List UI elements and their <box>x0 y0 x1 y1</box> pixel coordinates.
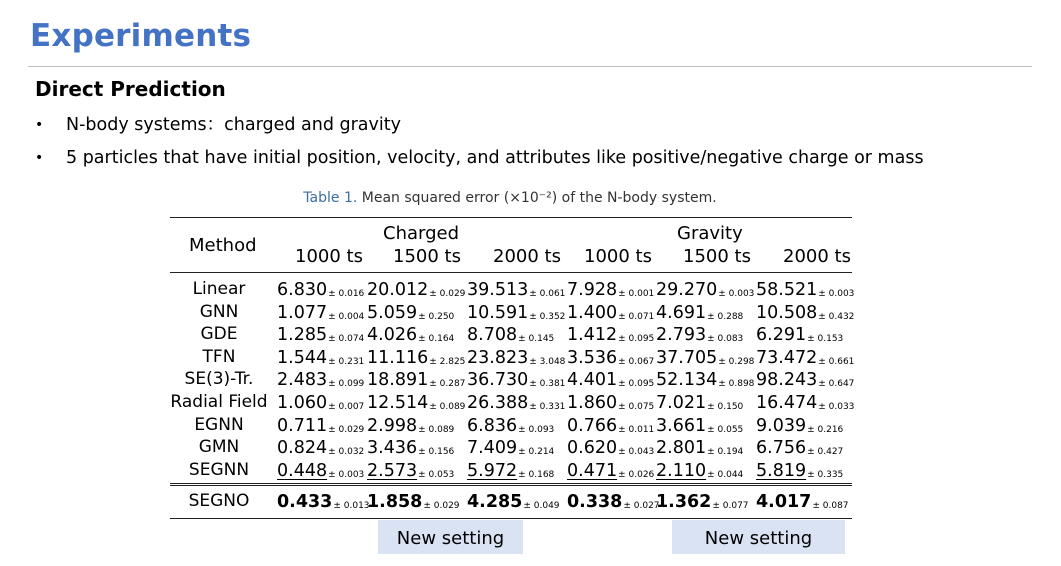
cell-std: ± 0.016 <box>328 289 365 299</box>
cell-mean: 2.801 <box>656 438 707 459</box>
cell-mean: 4.691 <box>656 302 707 323</box>
cell-std: ± 0.029 <box>328 424 365 435</box>
method-name: GDE <box>200 324 238 345</box>
table-cell <box>467 460 554 485</box>
table-cell <box>656 347 754 372</box>
table-cell <box>756 491 849 516</box>
cell-std: ± 0.250 <box>418 311 455 322</box>
cell-std: ± 0.007 <box>328 402 365 412</box>
table-cell <box>567 324 654 349</box>
table-row-best <box>170 491 852 513</box>
table-cell <box>656 392 743 417</box>
cell-std: ± 0.661 <box>818 356 855 367</box>
cell-mean: 11.116 <box>367 347 429 368</box>
cell-mean: 5.972 <box>467 460 518 481</box>
cell-std: ± 0.083 <box>707 334 744 345</box>
table-cell <box>467 392 565 417</box>
cell-mean: 39.513 <box>467 280 529 300</box>
cell-std: ± 0.194 <box>707 447 744 458</box>
cell-mean: 3.436 <box>367 438 418 459</box>
cell-mean: 5.059 <box>367 302 418 323</box>
new-setting-label: New setting <box>378 520 523 554</box>
cell-std: ± 0.074 <box>328 334 365 345</box>
table-cell <box>756 415 843 440</box>
cell-mean: 0.766 <box>567 415 618 436</box>
table-cell <box>756 460 843 485</box>
table-cell <box>367 437 454 462</box>
table-cell <box>756 392 854 417</box>
table-cell <box>567 415 654 440</box>
cell-mean: 2.110 <box>656 460 707 481</box>
cell-mean: 4.017 <box>756 492 812 512</box>
cell-mean: 5.819 <box>756 460 807 481</box>
table-cell <box>467 302 565 327</box>
cell-mean: 4.401 <box>567 370 618 391</box>
new-setting-label: New setting <box>672 520 845 554</box>
method-name: TFN <box>202 346 236 367</box>
cell-std: ± 0.099 <box>328 379 365 390</box>
table-row <box>170 369 855 391</box>
bullet-dot: • <box>35 150 44 166</box>
title-divider <box>28 66 1032 67</box>
table-cell <box>367 392 465 417</box>
table-cell <box>367 347 465 372</box>
cell-std: ± 0.071 <box>618 311 655 322</box>
table-cell <box>656 460 743 485</box>
table-cell <box>567 279 654 304</box>
table-cell <box>567 347 654 372</box>
cell-std: ± 0.156 <box>418 447 455 458</box>
cell-std: ± 0.352 <box>529 311 566 322</box>
cell-std: ± 0.075 <box>618 402 655 412</box>
cell-mean: 4.026 <box>367 325 418 346</box>
cell-mean: 3.661 <box>656 415 707 436</box>
cell-std: ± 0.089 <box>418 424 455 435</box>
table-cell <box>367 491 460 516</box>
table-cell <box>277 491 370 516</box>
cell-mean: 1.400 <box>567 302 618 323</box>
cell-std: ± 0.095 <box>618 334 655 345</box>
cell-std: ± 0.011 <box>618 424 655 435</box>
table-cell <box>656 302 743 327</box>
cell-mean: 2.483 <box>277 370 328 391</box>
cell-std: ± 0.003 <box>328 469 365 480</box>
cell-mean: 10.508 <box>756 302 818 323</box>
cell-mean: 0.471 <box>567 460 618 481</box>
method-name: Linear <box>192 279 246 299</box>
table-cell <box>756 324 843 349</box>
table-caption-text: Mean squared error (×10⁻²) of the N-body system. <box>361 190 717 206</box>
cell-std: ± 0.044 <box>707 469 744 480</box>
cell-mean: 20.012 <box>367 280 429 300</box>
table-cell <box>467 491 560 516</box>
cell-std: ± 0.043 <box>618 447 655 458</box>
cell-std: ± 0.033 <box>818 402 855 412</box>
cell-std: ± 0.214 <box>518 447 555 458</box>
table-cell <box>367 415 454 440</box>
cell-mean: 29.270 <box>656 280 718 300</box>
table-cell <box>467 415 554 440</box>
cell-mean: 1.077 <box>277 302 328 323</box>
table-cell <box>756 279 854 304</box>
cell-std: ± 0.231 <box>328 356 365 367</box>
cell-mean: 37.705 <box>656 347 718 368</box>
table-cell <box>367 324 454 349</box>
cell-std: ± 0.287 <box>429 379 466 390</box>
table-cell <box>656 279 754 304</box>
table-mid-rule <box>170 485 852 486</box>
slide-subtitle: Direct Prediction <box>35 77 226 101</box>
table-cell <box>277 369 364 394</box>
table-row <box>170 346 855 369</box>
cell-std: ± 2.825 <box>429 356 466 367</box>
cell-mean: 26.388 <box>467 393 529 413</box>
table-cell <box>277 302 364 327</box>
cell-std: ± 0.150 <box>707 402 744 412</box>
slide-title: Experiments <box>30 18 252 54</box>
cell-std: ± 0.029 <box>423 501 460 511</box>
cell-mean: 4.285 <box>467 492 523 512</box>
cell-mean: 73.472 <box>756 347 818 368</box>
cell-mean: 2.573 <box>367 460 418 481</box>
table-mid-rule <box>170 483 852 484</box>
cell-std: ± 0.095 <box>618 379 655 390</box>
cell-std: ± 0.087 <box>812 501 849 511</box>
cell-std: ± 0.898 <box>718 379 755 390</box>
group-header-charged: Charged <box>383 223 460 244</box>
table-cell <box>467 347 565 372</box>
bullet-dot: • <box>35 117 44 133</box>
table-top-rule <box>170 217 852 218</box>
cell-mean: 2.998 <box>367 415 418 436</box>
table-cell <box>756 369 854 394</box>
method-name: Radial Field <box>170 392 268 412</box>
table-cell <box>656 491 749 516</box>
cell-std: ± 0.049 <box>523 501 560 511</box>
cell-mean: 3.536 <box>567 347 618 368</box>
cell-mean: 0.338 <box>567 492 623 512</box>
table-cell <box>656 324 743 349</box>
cell-mean: 6.830 <box>277 280 328 300</box>
table-caption <box>0 190 1020 206</box>
cell-mean: 1.544 <box>277 347 328 368</box>
table-cell <box>756 347 854 372</box>
table-row <box>170 392 855 414</box>
cell-mean: 0.711 <box>277 415 328 436</box>
cell-mean: 0.824 <box>277 438 328 459</box>
results-table <box>170 217 855 519</box>
table-cell <box>367 302 454 327</box>
cell-mean: 36.730 <box>467 370 529 391</box>
cell-mean: 6.836 <box>467 415 518 436</box>
cell-std: ± 0.298 <box>718 356 755 367</box>
table-cell <box>567 302 654 327</box>
table-row <box>170 437 852 459</box>
cell-mean: 1.060 <box>277 393 328 413</box>
table-row <box>170 415 852 437</box>
cell-std: ± 0.027 <box>623 501 660 511</box>
cell-mean: 1.285 <box>277 325 328 346</box>
table-bottom-rule <box>170 518 852 519</box>
method-name: GMN <box>198 437 240 458</box>
cell-mean: 23.823 <box>467 347 529 368</box>
table-row <box>170 301 855 324</box>
table-cell <box>756 437 843 462</box>
bullet-list <box>0 112 1061 178</box>
cell-std: ± 0.432 <box>818 311 855 322</box>
cell-mean: 6.756 <box>756 438 807 459</box>
cell-std: ± 0.145 <box>518 334 555 345</box>
table-cell <box>567 491 660 516</box>
table-row <box>170 324 852 346</box>
method-name: SEGNO <box>188 491 250 511</box>
cell-mean: 16.474 <box>756 393 818 413</box>
cell-std: ± 0.061 <box>529 289 566 299</box>
table-cell <box>277 279 364 304</box>
cell-std: ± 0.004 <box>328 311 365 322</box>
table-cell <box>467 369 565 394</box>
cell-mean: 8.708 <box>467 325 518 346</box>
table-row <box>170 279 855 301</box>
cell-std: ± 0.093 <box>518 424 555 435</box>
cell-std: ± 0.077 <box>712 501 749 511</box>
cell-std: ± 0.335 <box>807 469 844 480</box>
cell-std: ± 0.288 <box>707 311 744 322</box>
cell-mean: 0.620 <box>567 438 618 459</box>
table-row <box>170 460 852 482</box>
method-header: Method <box>189 235 257 256</box>
cell-std: ± 0.427 <box>807 447 844 458</box>
table-cell <box>656 415 743 440</box>
cell-std: ± 0.164 <box>418 334 455 345</box>
ts-header: 1500 ts <box>683 246 751 267</box>
cell-mean: 7.928 <box>567 280 618 300</box>
table-cell <box>277 415 364 440</box>
cell-mean: 2.793 <box>656 325 707 346</box>
cell-std: ± 0.216 <box>807 424 844 435</box>
cell-std: ± 0.003 <box>718 289 755 299</box>
bullet-item <box>0 112 1061 145</box>
cell-std: ± 0.053 <box>418 469 455 480</box>
cell-std: ± 0.055 <box>707 424 744 435</box>
method-name: SEGNN <box>188 459 250 480</box>
cell-mean: 7.409 <box>467 438 518 459</box>
cell-mean: 58.521 <box>756 280 818 300</box>
cell-mean: 98.243 <box>756 370 818 391</box>
cell-mean: 9.039 <box>756 415 807 436</box>
cell-std: ± 0.331 <box>529 402 566 412</box>
method-name: GNN <box>199 301 239 322</box>
table-cell <box>756 302 854 327</box>
table-cell <box>277 347 364 372</box>
cell-mean: 0.448 <box>277 460 328 481</box>
table-cell <box>567 369 654 394</box>
table-cell <box>277 324 364 349</box>
cell-std: ± 0.067 <box>618 356 655 367</box>
bullet-text: N-body systems：charged and gravity <box>66 115 401 135</box>
cell-mean: 1.362 <box>656 492 712 512</box>
bullet-item <box>0 145 1061 178</box>
cell-mean: 6.291 <box>756 325 807 346</box>
cell-mean: 7.021 <box>656 393 707 413</box>
cell-mean: 0.433 <box>277 492 333 512</box>
table-cell <box>467 437 554 462</box>
method-name: SE(3)-Tr. <box>184 369 254 390</box>
table-cell <box>277 460 364 485</box>
bullet-text: 5 particles that have initial position, velocity, and attributes like positive/negative charge or mass <box>66 148 924 168</box>
table-cell <box>656 369 754 394</box>
cell-mean: 1.860 <box>567 393 618 413</box>
table-cell <box>656 437 743 462</box>
cell-std: ± 0.029 <box>429 289 466 299</box>
table-cell <box>567 392 654 417</box>
method-name: EGNN <box>194 414 244 435</box>
cell-std: ± 0.032 <box>328 447 365 458</box>
cell-mean: 18.891 <box>367 370 429 391</box>
cell-std: ± 0.089 <box>429 402 466 412</box>
table-cell <box>467 279 565 304</box>
cell-std: ± 0.026 <box>618 469 655 480</box>
table-cell <box>367 369 465 394</box>
table-cell <box>277 392 364 417</box>
cell-mean: 52.134 <box>656 370 718 391</box>
cell-std: ± 0.168 <box>518 469 555 480</box>
ts-header: 1000 ts <box>584 246 652 267</box>
cell-mean: 10.591 <box>467 302 529 323</box>
table-header-rule <box>170 272 852 273</box>
table-caption-label: Table 1. <box>303 190 358 206</box>
cell-std: ± 3.048 <box>529 356 566 367</box>
table-cell <box>367 460 454 485</box>
group-header-gravity: Gravity <box>677 223 743 244</box>
ts-header: 1000 ts <box>295 246 363 267</box>
cell-std: ± 0.013 <box>333 501 370 511</box>
cell-std: ± 0.001 <box>618 289 655 299</box>
ts-header: 2000 ts <box>783 246 851 267</box>
ts-header: 1500 ts <box>393 246 461 267</box>
cell-std: ± 0.647 <box>818 379 855 390</box>
cell-std: ± 0.003 <box>818 289 855 299</box>
table-cell <box>567 437 654 462</box>
cell-mean: 12.514 <box>367 393 429 413</box>
cell-mean: 1.412 <box>567 325 618 346</box>
table-cell <box>567 460 654 485</box>
table-cell <box>467 324 554 349</box>
cell-std: ± 0.381 <box>529 379 566 390</box>
cell-mean: 1.858 <box>367 492 423 512</box>
ts-header: 2000 ts <box>493 246 561 267</box>
cell-std: ± 0.153 <box>807 334 844 345</box>
table-cell <box>277 437 364 462</box>
table-cell <box>367 279 465 304</box>
